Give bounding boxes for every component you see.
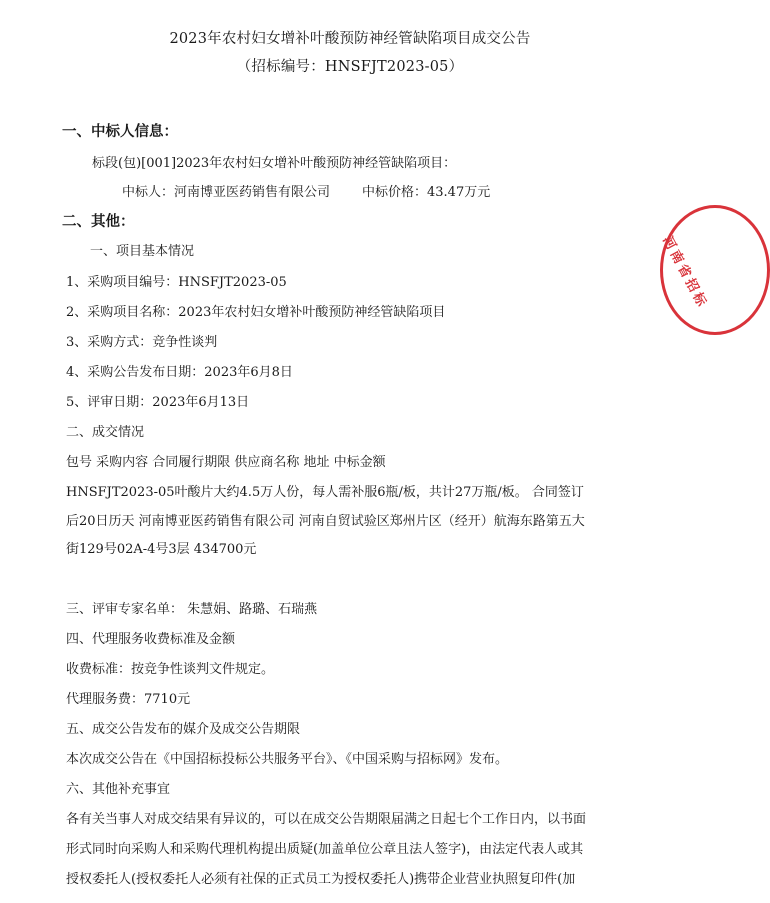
tender-number: （招标编号：HNSFJT2023-05） — [236, 59, 464, 75]
deal-detail-line: 后20日历天 河南博亚医药销售有限公司 河南自贸试验区郑州片区（经开）航海东路第五大 — [66, 514, 585, 529]
deal-info-heading: 二、成交情况 — [66, 425, 145, 440]
expert-list: 三、评审专家名单： 朱慧娟、路璐、石瑞燕 — [66, 602, 318, 617]
media-heading: 五、成交公告发布的媒介及成交公告期限 — [66, 722, 301, 737]
document-title: 2023年农村妇女增补叶酸预防神经管缺陷项目成交公告 — [169, 31, 531, 47]
objection-line: 形式同时向采购人和采购代理机构提出质疑(加盖单位公章且法人签字)，由法定代表人或其 — [66, 842, 584, 857]
objection-line: 各有关当事人对成交结果有异议的，可以在成交公告期限届满之日起七个工作日内，以书面 — [66, 812, 587, 827]
objection-line: 授权委托人(授权委托人必须有社保的正式员工为授权委托人)携带企业营业执照复印件(加 — [66, 872, 576, 887]
winner-name: 中标人：河南博亚医药销售有限公司 — [122, 185, 331, 200]
fee-standard: 收费标准：按竞争性谈判文件规定。 — [66, 662, 275, 677]
section-winner-heading: 一、中标人信息： — [62, 124, 178, 140]
media-statement: 本次成交公告在《中国招标投标公共服务平台》、《中国采购与招标网》发布。 — [66, 752, 509, 767]
project-info-item: 4、采购公告发布日期：2023年6月8日 — [66, 365, 293, 380]
project-info-item: 1、采购项目编号：HNSFJT2023-05 — [66, 275, 287, 290]
project-info-heading: 一、项目基本情况 — [90, 244, 195, 259]
agency-fee-heading: 四、代理服务收费标准及金额 — [66, 632, 236, 647]
deal-detail-line: 街129号02A-4号3层 434700元 — [66, 542, 257, 557]
deal-table-header: 包号 采购内容 合同履行期限 供应商名称 地址 中标金额 — [66, 455, 386, 470]
official-seal-text: 河南省招标 — [659, 233, 711, 312]
project-info-item: 5、评审日期：2023年6月13日 — [66, 395, 250, 410]
lot-description: 标段(包)[001]2023年农村妇女增补叶酸预防神经管缺陷项目： — [92, 156, 457, 171]
winning-price: 中标价格：43.47万元 — [362, 185, 491, 200]
section-other-heading: 二、其他： — [62, 214, 135, 230]
supplement-heading: 六、其他补充事宜 — [66, 782, 171, 797]
project-info-item: 3、采购方式：竞争性谈判 — [66, 335, 218, 350]
project-info-item: 2、采购项目名称：2023年农村妇女增补叶酸预防神经管缺陷项目 — [66, 305, 446, 320]
deal-detail-line: HNSFJT2023-05叶酸片大约4.5万人份，每人需补服6瓶/板，共计27万瓶/板。 合同签订 — [66, 485, 584, 500]
fee-amount: 代理服务费：7710元 — [66, 692, 191, 707]
